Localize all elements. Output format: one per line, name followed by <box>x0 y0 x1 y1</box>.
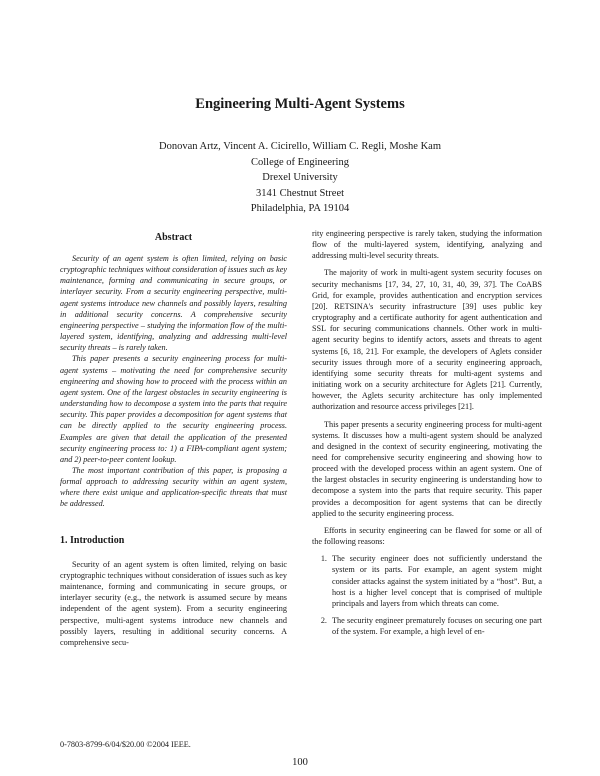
abstract-paragraph: The most important contribution of this paper, is proposing a formal approach to addressing security within an agent system, where there exist unique and application-specific threats that must be addressed. <box>60 465 287 509</box>
reasons-list <box>312 553 542 637</box>
copyright-notice: 0-7803-8799-6/04/$20.00 ©2004 IEEE. <box>60 740 191 749</box>
related-work-paragraph: The majority of work in multi-agent system security focuses on security mechanisms [17, 34, 27, 10, 31, 40, 39, 37]. The CoABS Grid, for example, provides authentication and encryption services [20]. RETSINA's security infrastructure [39] uses public key cryptography and a certificate authority for agent authentication and SSL for securing communications channels. Other work in multi-agent security begins to identify actors, assets and threats to agent systems [6, 18, 21]. For example, the developers of Aglets consider security issues through more of a security engineering approach, identifying some security threats for multi-agent systems and initiating work on a security architecture for Aglets [21]. Currently, however, the Aglets security architecture has only implemented authorization and resource access privileges [21]. <box>312 268 542 412</box>
introduction-paragraph-continued: rity engineering perspective is rarely taken, studying the information flow of the multi-layered system, identifying, analyzing and addressing multi-level security threats. <box>312 229 542 261</box>
reason-item: 2. The security engineer prematurely focuses on securing one part of the system. For example, a high level of en- <box>329 615 542 637</box>
reason-item: 1. The security engineer does not sufficiently understand the system or its parts. For example, an agent system might consider attacks against the system initiated by a “host”. But, a host is a higher level concept that is comprised of multiple principals and layers from which threats can come. <box>329 553 542 609</box>
abstract-section <box>60 232 287 510</box>
left-column <box>60 228 287 648</box>
author-names: Donovan Artz, Vincent A. Cicirello, William C. Regli, Moshe Kam <box>158 141 442 152</box>
abstract-paragraph: This paper presents a security engineering process for multi-agent systems – motivating the need for comprehensive security engineering and showing how to proceed with the process within an agent system. One of the largest obstacles in security engineering is understanding how to decompose a system into the parts that require security. This paper provides a decomposition for agent systems that can be directly applied to the security engineering process. Examples are given that detail the application of the presented security engineering process to: 1) a FIPA-compliant agent system; and 2) peer-to-peer content lookup. <box>60 354 287 464</box>
author-street: 3141 Chestnut Street <box>255 187 345 199</box>
author-block <box>0 139 600 217</box>
introduction-heading: 1. Introduction <box>60 534 125 546</box>
paper-overview-paragraph: This paper presents a security engineering process for multi-agent systems. It discusses how a multi-agent system should be analyzed and designed in the context of security engineering, motivating the need for comprehensive security engineering and showing how to proceed with the developed process within an agent system. One of the largest obstacles in security engineering is understanding how to decompose a system into the parts that require security. This paper provides a decomposition for agent systems that can be directly applied to the security engineering process. <box>312 419 542 518</box>
author-city: Philadelphia, PA 19104 <box>250 203 350 215</box>
author-university: Drexel University <box>262 172 338 184</box>
page-number: 100 <box>292 757 308 768</box>
abstract-heading: Abstract <box>154 232 193 243</box>
author-college: College of Engineering <box>251 156 349 168</box>
paper-title: Engineering Multi-Agent Systems <box>195 96 405 112</box>
efforts-paragraph: Efforts in security engineering can be flawed for some or all of the following reasons: <box>312 525 542 547</box>
introduction-paragraph: Security of an agent system is often limited, relying on basic cryptographic techniques without consideration of issues such as key maintenance, forming and communicating in secure groups, or interlayer security (e.g., the network is assumed secure by means independent of the agent system). From a security engineering perspective, multi-agent systems introduce new channels and possibly layers, resulting in additional security concerns. A comprehensive secu- <box>60 559 287 647</box>
right-column <box>312 228 542 643</box>
abstract-paragraph: Security of an agent system is often limited, relying on basic cryptographic techniques without consideration of issues such as key maintenance, forming and communicating in secure groups, or interlayer security. From a security engineering perspective, multi-agent systems introduce new channels and possibly layers, resulting in additional security concerns. A comprehensive security engineering perspective – studying the information flow of the multi-layered system, identifying, analyzing and addressing multi-level security threats – is rarely taken. <box>60 254 287 353</box>
